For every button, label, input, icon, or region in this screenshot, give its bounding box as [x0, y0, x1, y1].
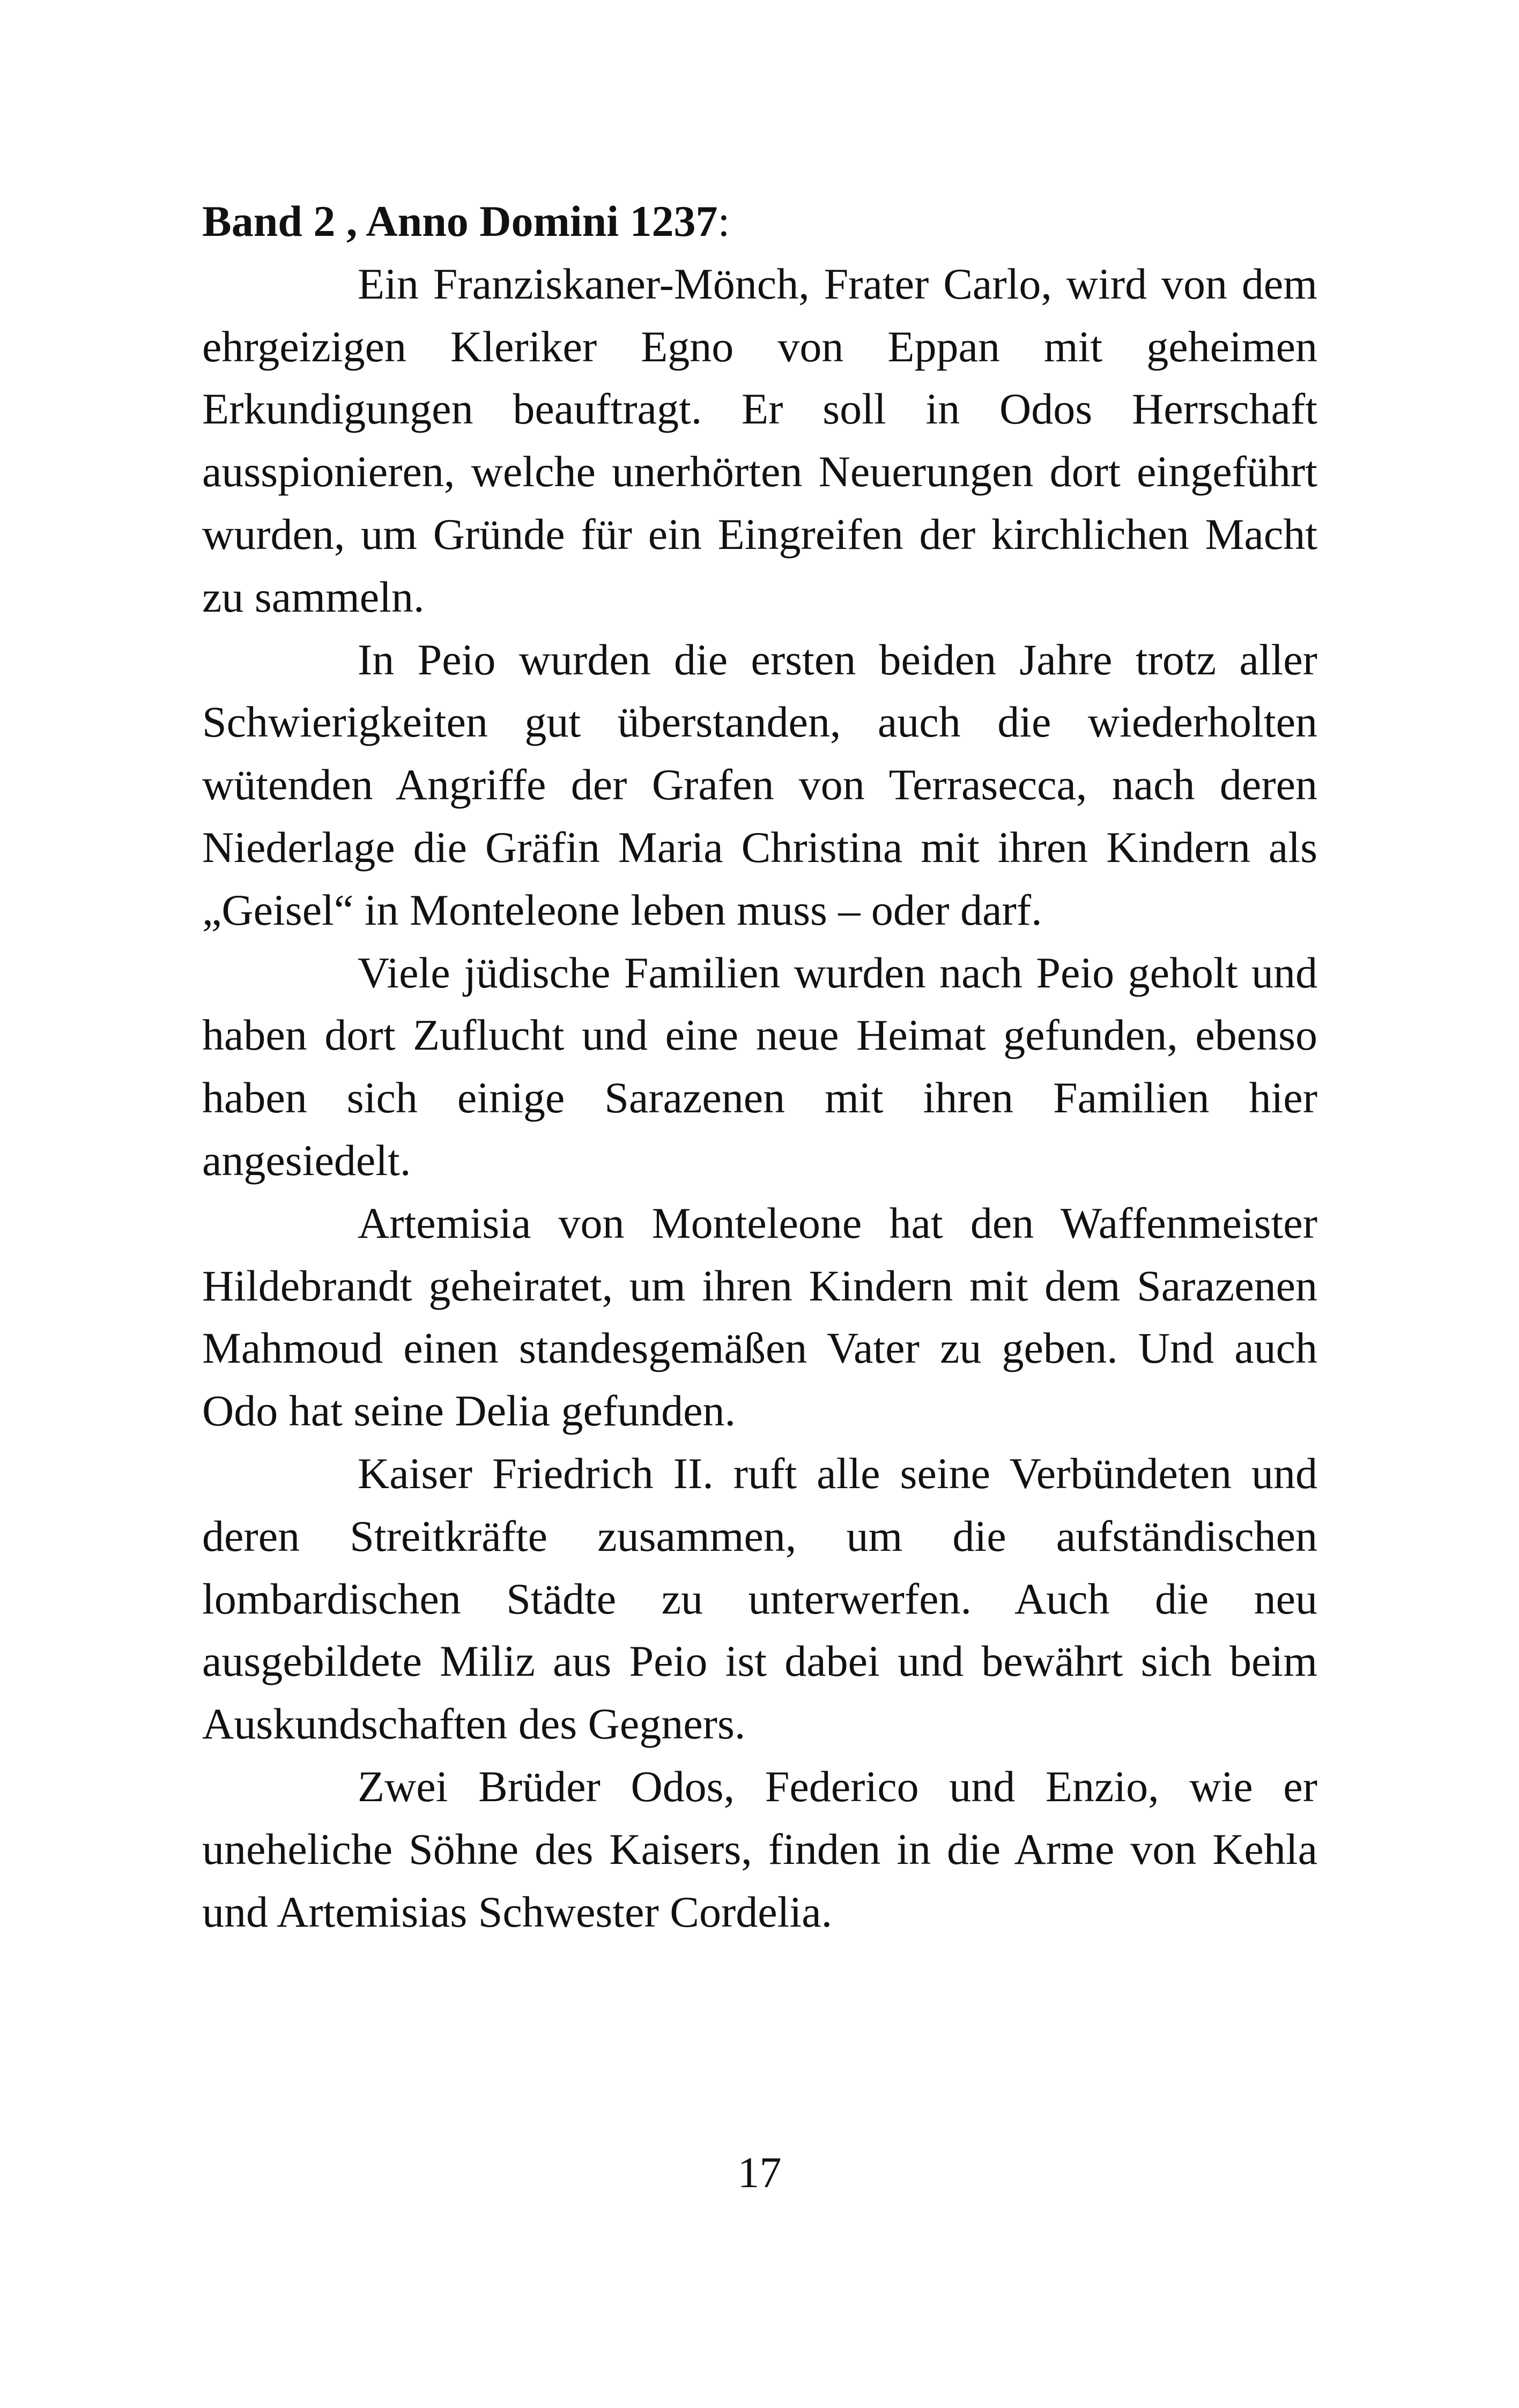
page-number: 17 — [737, 2148, 782, 2197]
body-text — [202, 190, 1317, 1943]
paragraph-5: Kaiser Friedrich II. ruft alle seine Verbündeten und deren Streitkräfte zusammen, um die aufständischen lombardischen Städte zu unterwerfen. Auch die neu ausgebildete Miliz aus Peio ist dabei und bewährt sich beim Auskundschaften des Gegners. — [202, 1448, 1317, 1749]
paragraph-1: Ein Franziskaner-Mönch, Frater Carlo, wird von dem ehrgeizigen Kleriker Egno von Eppan mit geheimen Erkundigungen beauftragt. Er soll in Odos Herrschaft ausspionieren, welche unerhörten Neuerungen dort eingeführt wurden, um Gründe für ein Eingreifen der kirchlichen Macht zu sammeln. — [202, 259, 1317, 621]
section-heading-title: Band 2 , Anno Domini 1237 — [202, 197, 718, 246]
paragraph-2: In Peio wurden die ersten beiden Jahre trotz aller Schwierigkeiten gut überstanden, auch die wiederholten wütenden Angriffe der Grafen von Terrasecca, nach deren Niederlage die Gräfin Maria Christina mit ihren Kindern als „Geisel“ in Monteleone leben muss – oder darf. — [202, 635, 1317, 934]
paragraph-4: Artemisia von Monteleone hat den Waffenmeister Hildebrandt geheiratet, um ihren Kindern mit dem Sarazenen Mahmoud einen standesgemäßen Vater zu geben. Und auch Odo hat seine Delia gefunden. — [202, 1198, 1317, 1436]
section-heading — [202, 190, 1317, 253]
paragraph-3: Viele jüdische Familien wurden nach Peio geholt und haben dort Zuflucht und eine neue Heimat gefunden, ebenso haben sich einige Sarazenen mit ihren Familien hier angesiedelt. — [202, 948, 1317, 1185]
paragraph-6: Zwei Brüder Odos, Federico und Enzio, wie er uneheliche Söhne des Kaisers, finden in die Arme von Kehla und Artemisias Schwester Cordelia. — [202, 1762, 1317, 1936]
section-heading-colon: : — [717, 197, 730, 246]
